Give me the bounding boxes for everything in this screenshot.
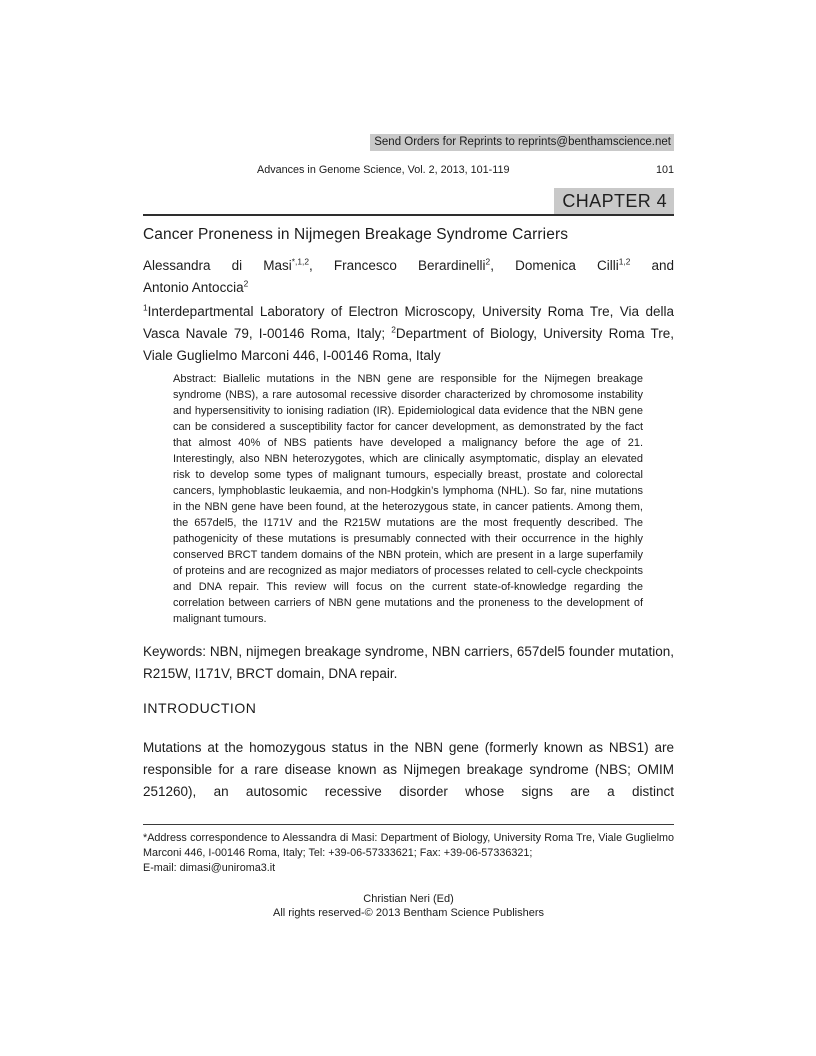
authors-line-1 bbox=[143, 255, 674, 277]
authors-conjunction: and bbox=[630, 258, 674, 273]
authors-line-2 bbox=[143, 277, 674, 299]
introduction-paragraph: Mutations at the homozygous status in the NBN gene (formerly known as NBS1) are responsible for a rare disease known as Nijmegen breakage syndrome (NBS; OMIM 251260), an autosomic recessive disorder whose signs are a distinct bbox=[143, 740, 674, 799]
author-1: Alessandra di Masi bbox=[143, 258, 292, 273]
author-3: , Domenica Cilli bbox=[490, 258, 619, 273]
author-4: Antonio Antoccia bbox=[143, 280, 244, 295]
copyright-line: All rights reserved-© 2013 Bentham Science Publishers bbox=[272, 907, 544, 919]
page-number: 101 bbox=[655, 164, 674, 176]
keywords-block bbox=[143, 641, 674, 685]
page-footer bbox=[143, 892, 674, 920]
affiliation-1: Interdepartmental Laboratory of Electron Microscopy, University Roma Tre, Via della Vasca Navale 79, I-00146 Roma, Italy; bbox=[143, 304, 674, 341]
header-rule bbox=[143, 214, 674, 216]
reprint-notice-row bbox=[143, 133, 674, 151]
editor-line: Christian Neri (Ed) bbox=[363, 893, 454, 905]
abstract-label: Abstract: bbox=[173, 373, 217, 385]
chapter-row bbox=[143, 188, 674, 214]
reprint-notice: Send Orders for Reprints to reprints@benthamscience.net bbox=[370, 134, 674, 151]
author-2: , Francesco Berardinelli bbox=[309, 258, 486, 273]
article-title: Cancer Proneness in Nijmegen Breakage Syndrome Carriers bbox=[143, 226, 569, 243]
author-2-affil-marks: 2 bbox=[485, 256, 491, 267]
chapter-label: CHAPTER 4 bbox=[554, 188, 674, 214]
keywords-text: NBN, nijmegen breakage syndrome, NBN carriers, 657del5 founder mutation, R215W, I171V, BRCT domain, DNA repair. bbox=[143, 644, 674, 681]
affiliation-1-mark: 1 bbox=[143, 302, 148, 313]
affiliation-2: Department of Biology, University Roma Tre, Viale Guglielmo Marconi 446, I-00146 Roma, Italy bbox=[143, 326, 674, 363]
affiliation-2-mark: 2 bbox=[391, 324, 396, 335]
keywords-label: Keywords: bbox=[143, 644, 207, 659]
affiliations bbox=[143, 301, 674, 367]
authors-block bbox=[143, 255, 674, 299]
correspondence-email: E-mail: dimasi@uniroma3.it bbox=[143, 862, 276, 874]
correspondence-footnote: *Address correspondence to Alessandra di Masi: Department of Biology, University Roma Tre, Viale Guglielmo Marconi 446, I-00146 Roma, Italy; Tel: +39-06-57333621; Fax: +39-06-57336321; bbox=[143, 832, 674, 859]
author-1-affil-marks: *,1,2 bbox=[291, 256, 309, 267]
introduction-heading: INTRODUCTION bbox=[143, 700, 257, 716]
footnote-rule bbox=[143, 824, 674, 825]
abstract-text: Biallelic mutations in the NBN gene are responsible for the Nijmegen breakage syndrome (NBS), a rare autosomal recessive disorder characterized by chromosome instability and hypersensitivity to ionising radiation (IR). Epidemiological data evidence that the NBN gene can be considered a susceptibility factor for cancer development, as demonstrated by the fact that almost 40% of NBS patients have developed a malignancy before the age of 21. Interestingly, also NBN heterozygotes, which are clinically asymptomatic, display an elevated risk to develop some types of malignant tumours, especially breast, prostate and colorectal cancers, lymphoblastic leukaemia, and non-Hodgkin’s lymphoma (NHL). So far, nine mutations in the NBN gene have been found, at the heterozygous state, in cancer patients. Among them, the 657del5, the I171V and the R215W mutations are the most frequently described. The pathogenicity of these mutations is presumably connected with their occurrence in the highly conserved BRCT tandem domains of the NBN protein, which are present in a large superfamily of proteins and are recognized as major mediators of processes related to cell-cycle checkpoints and DNA repair. This review will focus on the current state-of-knowledge regarding the correlation between carriers of NBN gene mutations and the proneness to the development of malignant tumours. bbox=[173, 373, 643, 625]
journal-citation: Advances in Genome Science, Vol. 2, 2013, 101-119 bbox=[257, 164, 510, 176]
journal-header-row bbox=[143, 163, 674, 177]
author-3-affil-marks: 1,2 bbox=[618, 256, 631, 267]
author-4-affil-marks: 2 bbox=[243, 278, 249, 289]
abstract-block bbox=[173, 371, 643, 627]
